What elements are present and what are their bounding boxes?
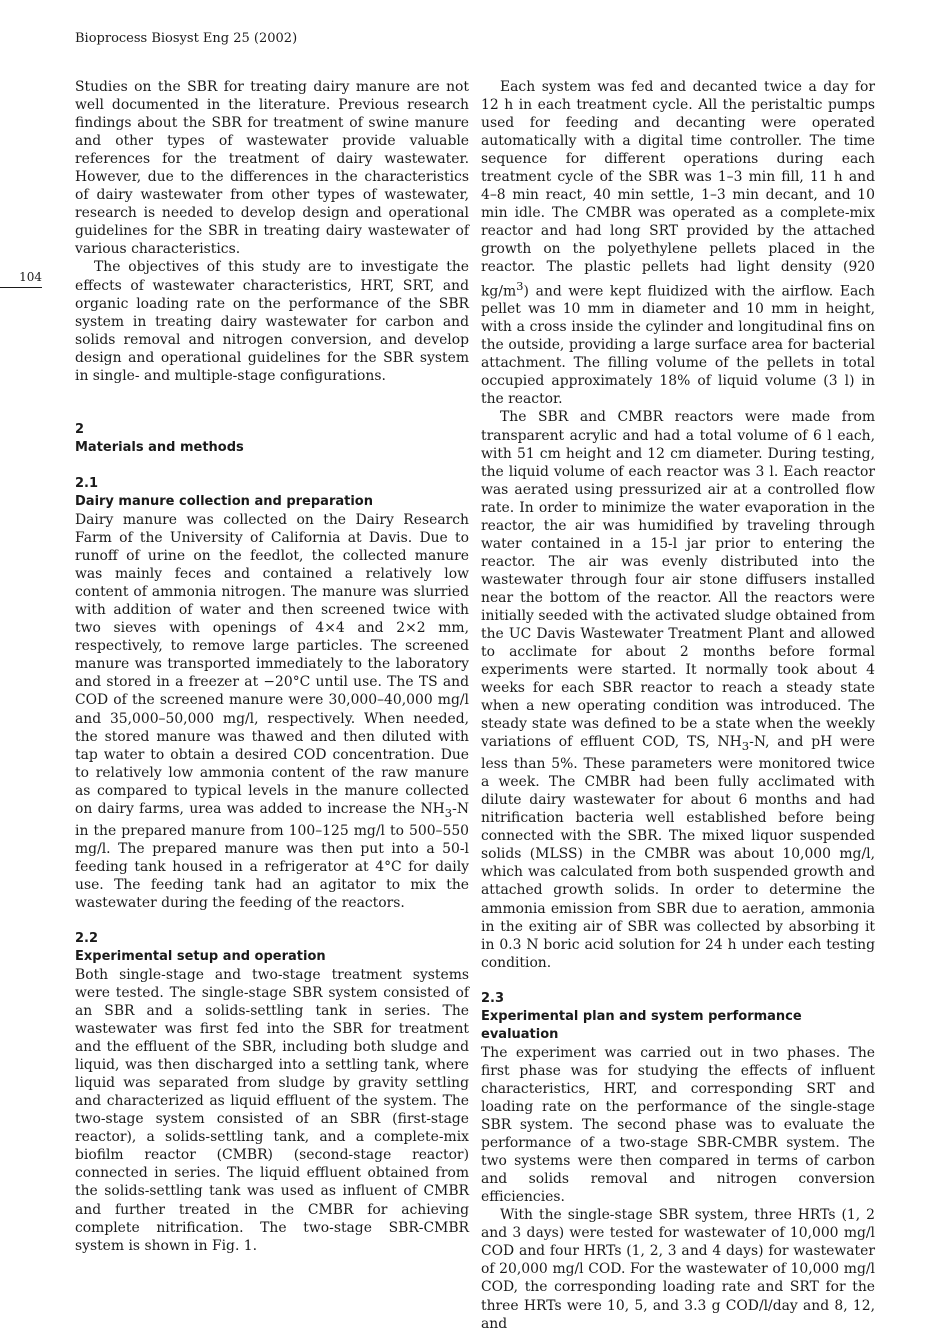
subscript-3: 3 <box>444 805 453 820</box>
operation-text-b: ) and were kept fluidized with the airflow. Each pellet was 10 mm in diameter and 10 mm in height, with a cross inside the cylinder and longitudinal fins on the outside, providing a large surface area for bacterial attachment. The filling volume of the pellets in total occupied approximately 18% of liquid volume (3 l) in the reactor. <box>481 283 875 408</box>
superscript-3: 3 <box>516 278 524 293</box>
page-number: 104 <box>19 270 42 284</box>
section-2-2-number: 2.2 <box>75 930 99 946</box>
section-2-title: Materials and methods <box>75 439 244 455</box>
section-2-2-title: Experimental setup and operation <box>75 948 326 964</box>
section-2-1-title: Dairy manure collection and preparation <box>75 493 373 509</box>
page-number-rule <box>0 287 42 288</box>
reactor-text-a: The SBR and CMBR reactors were made from transparent acrylic and had a total volume of 6 l each, with 51 cm height and 12 cm diameter. During testing, the liquid volume of each reactor was 3 l. Each reactor was aerated using pressurized air at a controlled flow rate. In order to minimize the water evaporation in the reactor, the air was humidified by traveling through water contained in a 15-l jar prior to entering the reactor. The air was evenly distributed into the wastewater through four air stone diffusers installed near the bottom of the reactor. All the reactors were initially seeded with the activated sludge obtained from the UC Davis Wastewater Treatment Plant and allowed to acclimate for about 2 months before formal experiments were started. It normally took about 4 weeks for each SBR reactor to reach a steady state when a new operating condition was introduced. The steady state was defined to be a state when the weekly variations of effluent COD, TS, NH <box>481 409 875 751</box>
section-2-1-paragraph <box>75 511 469 912</box>
reactor-paragraph <box>481 408 875 971</box>
intro-paragraph-1: Studies on the SBR for treating dairy manure are not well documented in the literature. Previous research findings about the SBR for treatment of swine manure and other types of wastewater provide valuable references for the treatment of dairy wastewater. However, due to the differences in the characteristics of dairy wastewater from other types of wastewater, research is needed to develop design and operational guidelines for the SBR in treating dairy wastewater of various characteristics. <box>75 79 469 258</box>
section-2-number: 2 <box>75 421 85 437</box>
section-2-3-title: Experimental plan and system performance evaluation <box>481 1008 802 1042</box>
reactor-text-b: -N, and pH were less than 5%. These parameters were monitored twice a week. The CMBR had been fully acclimated with dilute dairy wastewater for about 6 months and had nitrification bacteria well established before being connected with the SBR. The mixed liquor suspended solids (MLSS) in the CMBR was about 10,000 mg/l, which was calculated from both suspended growth and attached growth solids. In order to determine the ammonia emission from SBR due to aeration, ammonia in the exiting air of SBR was collected by absorbing it in 0.3 N boric acid solution for 24 h under each testing condition. <box>481 734 876 971</box>
section-2-2-paragraph: Both single-stage and two-stage treatment systems were tested. The single-stage SBR system consisted of an SBR and a solids-settling tank in series. The wastewater was first fed into the SBR for treatment and the effluent of the SBR, including both sludge and liquid, was then discharged into a settling tank, where liquid was separated from sludge by gravity settling and characterized as liquid effluent of the system. The two-stage system consisted of an SBR (first-stage reactor), a solids-settling tank, and a complete-mix biofilm reactor (CMBR) (second-stage reactor) connected in series. The liquid effluent obtained from the solids-settling tank was used as influent of CMBR and further treated in the CMBR for achieving complete nitrification. The two-stage SBR-CMBR system is shown in Fig. 1. <box>75 966 469 1254</box>
right-column <box>481 78 875 1333</box>
left-column <box>75 78 469 1255</box>
section-2-1-text-b: -N in the prepared manure from 100–125 mg/l to 500–550 mg/l. The prepared manure was then put into a 50-l feeding tank housed in a refrigerator at 4°C for daily use. The feeding tank had an agitator to mix the wastewater during the feeding of the reactors. <box>75 800 469 911</box>
operation-paragraph <box>481 78 875 408</box>
section-2-3-paragraph-1: The experiment was carried out in two phases. The first phase was for studying the effects of influent characteristics, HRT, and corresponding SRT and loading rate on the performance of the single-stage SBR system. The second phase was to evaluate the performance of a two-stage SBR-CMBR system. The two systems were then compared in terms of carbon and solids removal and nitrogen conversion efficiencies. <box>481 1044 875 1206</box>
section-2-3-number: 2.3 <box>481 990 505 1006</box>
running-head: Bioprocess Biosyst Eng 25 (2002) <box>75 31 298 46</box>
section-2-3-paragraph-2: With the single-stage SBR system, three HRTs (1, 2 and 3 days) were tested for wastewater of 10,000 mg/l COD and four HRTs (1, 2, 3 and 4 days) for wastewater of 20,000 mg/l COD. For the wastewater of 10,000 mg/l COD, the corresponding loading rate and SRT for the three HRTs were 10, 5, and 3.3 g COD/l/day and 8, 12, and <box>481 1207 875 1332</box>
section-2-1-number: 2.1 <box>75 475 99 491</box>
section-2-1-text-a: Dairy manure was collected on the Dairy Research Farm of the University of California at Davis. Due to runoff of urine on the feedlot, the collected manure was mainly feces and contained a relatively low content of ammonia nitrogen. The manure was slurried with addition of water and then screened twice with two sieves with openings of 4×4 and 2×2 mm, respectively, to remove large particles. The screened manure was transported immediately to the laboratory and stored in a freezer at −20°C until use. The TS and COD of the screened manure were 30,000–40,000 mg/l and 35,000–50,000 mg/l, respectively. When needed, the stored manure was thawed and then diluted with tap water to obtain a desired COD concentration. Due to relatively low ammonia content of the raw manure as compared to typical levels in the manure collected on dairy farms, urea was added to increase the NH <box>75 511 469 817</box>
intro-paragraph-2: The objectives of this study are to investigate the effects of wastewater characteristics, HRT, SRT, and organic loading rate on the performance of the SBR system in treating dairy wastewater for carbon and solids removal and nitrogen conversion, and develop design and operational guidelines for the SBR system in single- and multiple-stage configurations. <box>75 259 469 384</box>
subscript-3: 3 <box>741 739 750 754</box>
operation-text-a: Each system was fed and decanted twice a day for 12 h in each treatment cycle. All the peristaltic pumps used for feeding and decanting were operated automatically with a digital time controller. The time sequence for different operations during each treatment cycle of the SBR was 1–3 min fill, 11 h and 4–8 min react, 40 min settle, 1–3 min decant, and 10 min idle. The CMBR was operated as a complete-mix reactor and had long SRT provided by the attached growth on the polyethylene pellets placed in the reactor. The plastic pellets had light density (920 kg/m <box>481 79 875 300</box>
